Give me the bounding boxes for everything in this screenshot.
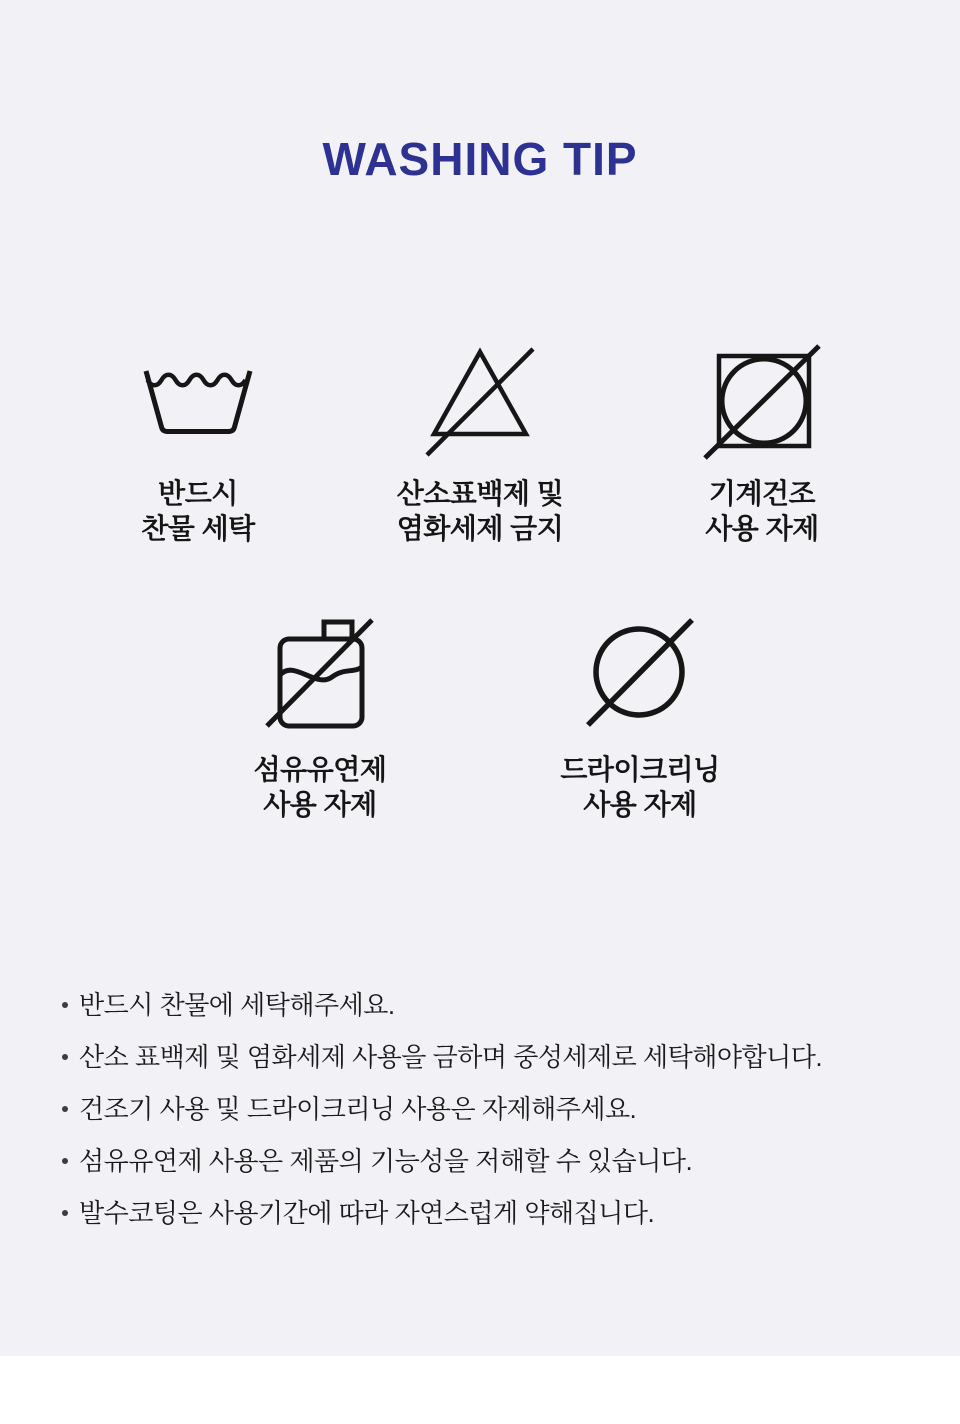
note-item: 반드시 찬물에 세탁해주세요. bbox=[62, 990, 930, 1020]
care-symbol-no-fabric-softener bbox=[160, 606, 480, 822]
note-item: 건조기 사용 및 드라이크리닝 사용은 자제해주세요. bbox=[62, 1094, 930, 1124]
no-tumble-dry-icon bbox=[702, 343, 822, 461]
no-bleach-triangle-icon bbox=[424, 346, 536, 458]
cold-wash-tub-icon bbox=[141, 368, 255, 436]
no-bleach-icon-box bbox=[424, 342, 536, 462]
care-symbol-label bbox=[397, 476, 564, 546]
care-symbol-label bbox=[560, 752, 719, 822]
label-line-1: 반드시 bbox=[158, 478, 238, 509]
no-fabric-softener-icon bbox=[264, 615, 376, 729]
label-line-1: 섬유유연제 bbox=[253, 754, 387, 785]
label-line-2: 사용 자제 bbox=[263, 789, 377, 820]
label-line-1: 산소표백제 및 bbox=[396, 478, 564, 509]
care-symbols-row-2 bbox=[0, 606, 960, 822]
care-symbol-label bbox=[141, 476, 254, 546]
no-fabric-softener-icon-box bbox=[264, 606, 376, 738]
label-line-2: 염화세제 금지 bbox=[396, 513, 564, 544]
care-symbol-no-bleach bbox=[339, 342, 621, 546]
label-line-2: 찬물 세탁 bbox=[141, 513, 255, 544]
note-item: 산소 표백제 및 염화세제 사용을 금하며 중성세제로 세탁해야합니다. bbox=[62, 1042, 930, 1072]
care-symbols-row-1 bbox=[0, 342, 960, 546]
label-line-1: 드라이크리닝 bbox=[560, 754, 720, 785]
note-item: 섬유유연제 사용은 제품의 기능성을 저해할 수 있습니다. bbox=[62, 1146, 930, 1176]
no-tumble-dry-icon-box bbox=[702, 342, 822, 462]
care-symbol-label bbox=[254, 752, 387, 822]
no-dry-cleaning-icon bbox=[584, 616, 696, 728]
care-symbol-no-tumble-dry bbox=[621, 342, 903, 546]
note-item: 발수코팅은 사용기간에 따라 자연스럽게 약해집니다. bbox=[62, 1198, 930, 1228]
page-title: WASHING TIP bbox=[322, 133, 638, 185]
care-symbol-label bbox=[705, 476, 818, 546]
care-symbol-cold-wash bbox=[57, 342, 339, 546]
no-dry-cleaning-icon-box bbox=[584, 606, 696, 738]
cold-wash-icon-box bbox=[141, 342, 255, 462]
washing-notes-list bbox=[0, 990, 960, 1228]
footer-white-band bbox=[0, 1356, 960, 1424]
label-line-2: 사용 자제 bbox=[583, 789, 697, 820]
label-line-1: 기계건조 bbox=[708, 478, 816, 509]
label-line-2: 사용 자제 bbox=[705, 513, 819, 544]
care-symbol-no-dry-cleaning bbox=[480, 606, 800, 822]
